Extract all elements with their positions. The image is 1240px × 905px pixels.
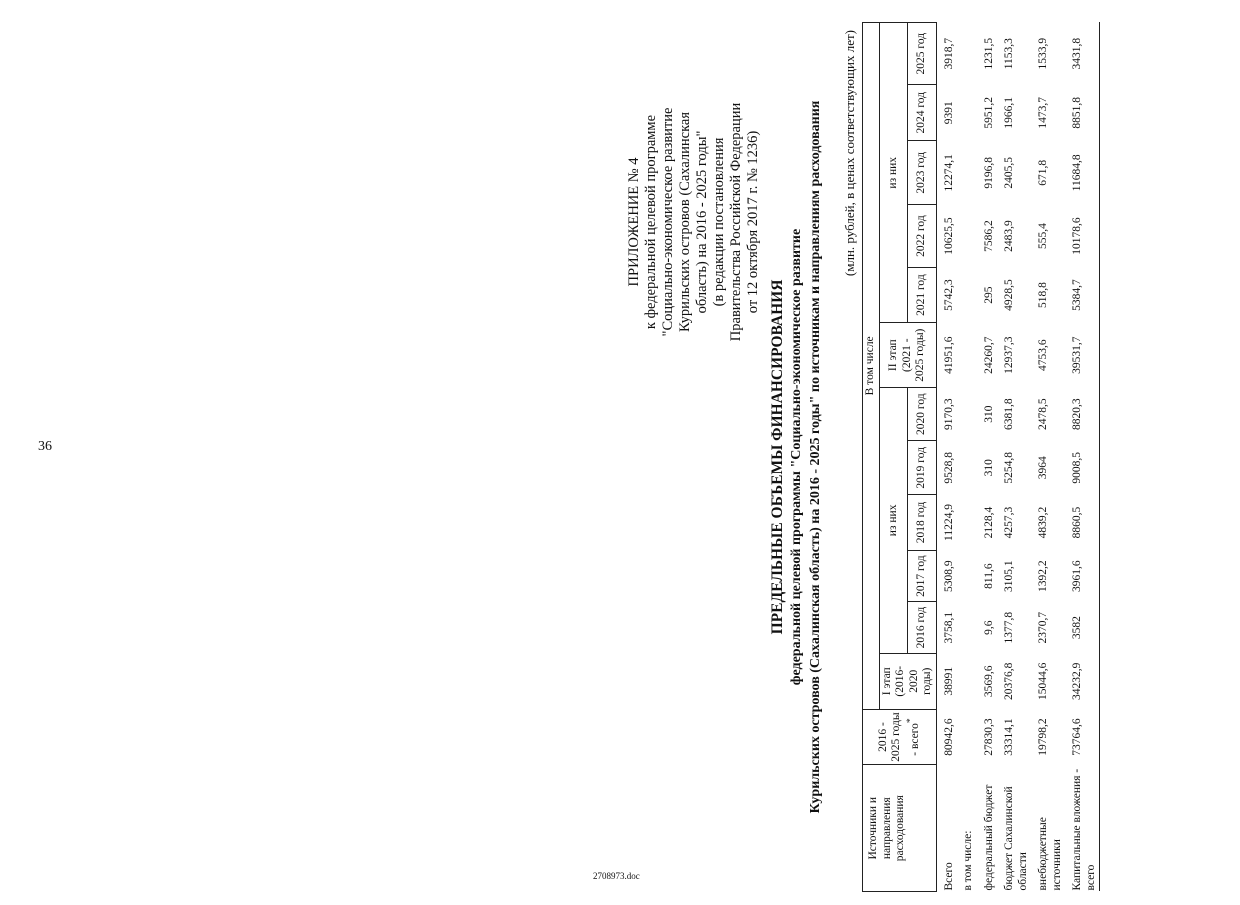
annex-line: от 12 октября 2017 г. № 1236) (745, 130, 761, 314)
table-row (997, 23, 1031, 892)
header-year: 2025 год (908, 23, 937, 85)
header-year: 2024 год (908, 85, 937, 141)
table-cell (957, 602, 977, 653)
table-cell: 1533,9 (1037, 37, 1049, 70)
table-cell: 5254,8 (1003, 451, 1015, 484)
table-cell: 4753,6 (1037, 339, 1049, 371)
table-cell (957, 205, 977, 267)
header-year: 2017 год (908, 550, 937, 601)
table-cell: 3105,1 (1003, 560, 1015, 592)
table-cell: 11684,8 (1065, 141, 1100, 205)
table-cell: 38991 (942, 666, 955, 696)
table-cell: 9196,8 (982, 157, 995, 189)
table-cell: 10625,5 (942, 217, 955, 255)
table-row (1031, 23, 1065, 892)
table-cell: 12937,3 (1003, 336, 1015, 374)
table-cell: 5384,7 (1065, 267, 1100, 323)
table-cell: 4839,2 (1037, 506, 1049, 539)
row-label: в том числе: (962, 830, 974, 891)
table-cell: 7586,2 (982, 220, 995, 252)
table-cell: 3758,1 (942, 611, 955, 644)
table-cell: 1377,8 (1003, 611, 1015, 644)
table-cell (957, 85, 977, 141)
header-total (863, 709, 937, 765)
table-cell: 3964 (1037, 456, 1049, 480)
units-note: (млн. рублей, в ценах соответствующих лет) (842, 30, 857, 277)
table-cell: 310 (982, 459, 995, 477)
table-cell (957, 653, 977, 709)
table-cell: 10178,6 (1065, 205, 1100, 267)
table-cell: 2483,9 (1003, 220, 1015, 252)
row-label: федеральный бюджет (982, 784, 995, 891)
footnote-mark: * (904, 718, 916, 724)
annex-line: Правительства Российской Федерации (728, 102, 744, 342)
header-year: 2016 год (908, 602, 937, 653)
table-cell: 310 (982, 405, 995, 423)
table-cell: 555,4 (1037, 223, 1049, 250)
header-stage-1: I этап (2016- 2020 годы) (879, 653, 936, 709)
annex-line: область) на 2016 - 2025 годы" (694, 130, 710, 314)
table-cell: 811,6 (982, 563, 995, 589)
table-cell: 4257,3 (1003, 506, 1015, 539)
table-cell: 3569,6 (982, 665, 995, 698)
table-cell (957, 323, 977, 387)
table-cell: 8860,5 (1065, 495, 1100, 551)
table-cell: 24260,7 (982, 336, 995, 374)
table-cell: 3961,6 (1065, 550, 1100, 601)
table-body (936, 23, 1100, 892)
document-heading (768, 22, 825, 892)
table-cell: 80942,6 (942, 718, 955, 756)
annex-line: Курильских островов (Сахалинская (677, 112, 693, 333)
table-cell (957, 23, 977, 85)
file-name: 2708973.doc (593, 871, 640, 881)
table-cell: 5308,9 (942, 560, 955, 592)
annex-line: "Социально-экономическое развитие (660, 107, 676, 337)
header-of-them: из них (879, 387, 908, 653)
rotated-page-content (620, 22, 1240, 892)
row-label: Капитальные вложения - всего (1065, 765, 1100, 892)
annex-line: (в редакции постановления (711, 137, 727, 307)
table-cell: 5742,3 (942, 279, 955, 311)
header-year: 2020 год (908, 387, 937, 441)
table-cell: 8820,3 (1065, 387, 1100, 441)
table-cell: 12274,1 (942, 154, 955, 192)
heading-line: Курильских островов (Сахалинская область) на 2016 - 2025 годы" по источникам и направлениям расходования (808, 100, 823, 814)
table-row (1065, 23, 1100, 892)
table-cell: 9528,8 (942, 451, 955, 484)
table-cell (957, 267, 977, 323)
header-year: 2019 год (908, 441, 937, 495)
table-cell (957, 495, 977, 551)
annex-line: к федеральной целевой программе (643, 114, 659, 330)
heading-line: федеральной целевой программы "Социально-экономическое развитие (789, 228, 804, 686)
table-cell: 5951,2 (982, 96, 995, 129)
table-cell: 11224,9 (942, 504, 955, 541)
header-year: 2018 год (908, 495, 937, 551)
annex-line: ПРИЛОЖЕНИЕ № 4 (626, 157, 642, 287)
table-cell: 33314,1 (1003, 718, 1015, 756)
table-cell: 9,6 (982, 620, 995, 635)
table-row (977, 23, 998, 892)
table-cell: 4928,5 (1003, 279, 1015, 311)
header-year: 2022 год (908, 205, 937, 267)
header-year: 2021 год (908, 267, 937, 323)
table-cell (957, 141, 977, 205)
table-cell: 518,8 (1037, 282, 1049, 309)
table-cell: 27830,3 (982, 718, 995, 756)
table-cell: 1473,7 (1037, 96, 1049, 129)
annex-block (626, 26, 762, 418)
table-cell: 34232,9 (1065, 653, 1100, 709)
table-cell: 8851,8 (1065, 85, 1100, 141)
table-cell: 3918,7 (942, 37, 955, 70)
header-in-total: В том числе (863, 23, 880, 710)
table-cell (957, 441, 977, 495)
table-cell: 15044,6 (1037, 662, 1049, 700)
row-label: Всего (942, 862, 955, 891)
table-cell: 19798,2 (1037, 718, 1049, 756)
table-row (936, 23, 957, 892)
table-cell: 1392,2 (1037, 560, 1049, 592)
table-cell: 9391 (942, 101, 955, 125)
table-cell: 41951,6 (942, 336, 955, 374)
row-label: внебюджетные источники (1037, 817, 1063, 891)
table-cell: 9170,3 (942, 398, 955, 430)
row-label: бюджет Сахалинской области (1003, 786, 1029, 891)
header-of-them: из них (879, 23, 908, 324)
table-cell (957, 709, 977, 765)
table-cell (957, 387, 977, 441)
header-total-label: 2016 - 2025 годы - всего (876, 712, 921, 762)
table-cell: 73764,6 (1065, 709, 1100, 765)
header-year: 2023 год (908, 141, 937, 205)
table-cell (957, 550, 977, 601)
table-row (957, 23, 977, 892)
table-cell: 1153,3 (1003, 38, 1015, 70)
table-cell: 295 (982, 286, 995, 304)
table-cell: 1966,1 (1003, 96, 1015, 129)
table-cell: 9008,5 (1065, 441, 1100, 495)
page-number: 36 (38, 439, 52, 454)
table-cell: 2405,5 (1003, 157, 1015, 189)
table-cell: 3431,8 (1065, 23, 1100, 85)
table-cell: 39531,7 (1065, 323, 1100, 387)
table-cell: 2370,7 (1037, 611, 1049, 644)
table-cell: 2478,5 (1037, 398, 1049, 430)
table-cell: 2128,4 (982, 506, 995, 539)
financing-table (862, 22, 1100, 892)
header-stage-2: II этап (2021 - 2025 годы) (879, 323, 936, 387)
table-cell: 3582 (1065, 602, 1100, 653)
heading-title: ПРЕДЕЛЬНЫЕ ОБЪЕМЫ ФИНАНСИРОВАНИЯ (769, 279, 786, 635)
header-sources: Источники и направления расходования (863, 765, 937, 892)
table-cell: 20376,8 (1003, 662, 1015, 700)
table-cell: 671,8 (1037, 159, 1049, 186)
table-cell: 6381,8 (1003, 398, 1015, 430)
table-cell: 1231,5 (982, 37, 995, 70)
